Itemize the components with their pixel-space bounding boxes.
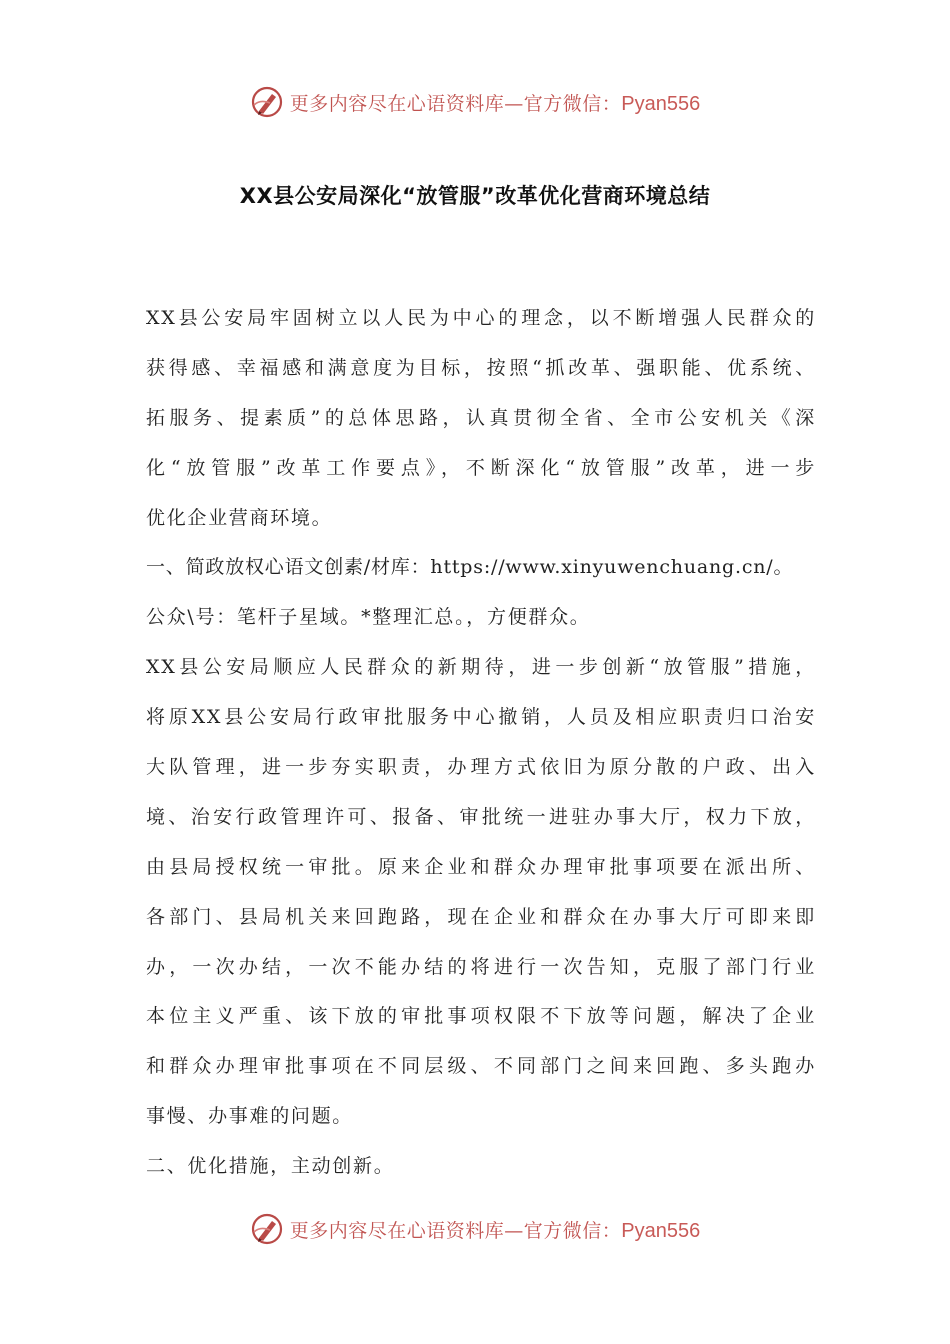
body-line: 各部门、县局机关来回跑路，现在企业和群众在办事大厅可即来即	[146, 905, 816, 928]
body-line: 由县局授权统一审批。原来企业和群众办理审批事项要在派出所、	[146, 855, 816, 878]
body-line: XX县公安局顺应人民群众的新期待，进一步创新“放管服”措施，	[146, 656, 816, 679]
footer-banner-text: 更多内容尽在心语资料库—官方微信：Pyan556	[289, 1219, 701, 1242]
body-line: 本位主义严重、该下放的审批事项权限不下放等问题，解决了企业	[146, 1005, 816, 1028]
body-line: 事慢、办事难的问题。	[146, 1105, 354, 1128]
pen-circle-logo-icon	[250, 85, 284, 119]
body-line: 境、治安行政管理许可、报备、审批统一进驻办事大厅，权力下放，	[146, 805, 816, 828]
header-wechat-id: Pyan556	[621, 92, 701, 115]
body-line: 二、优化措施，主动创新。	[146, 1155, 395, 1178]
footer-banner	[0, 1209, 950, 1249]
document-title: XX县公安局深化“放管服”改革优化营商环境总结	[239, 184, 711, 208]
body-line: 优化企业营商环境。	[146, 506, 333, 529]
pen-circle-logo-icon	[250, 1212, 284, 1246]
header-banner	[0, 82, 950, 122]
body-line: 获得感、幸福感和满意度为目标，按照“抓改革、强职能、优系统、	[146, 356, 816, 379]
body-line: 办，一次办结，一次不能办结的将进行一次告知，克服了部门行业	[146, 955, 816, 978]
body-line: 将原XX县公安局行政审批服务中心撤销，人员及相应职责归口治安	[146, 706, 816, 729]
body-line: 拓服务、提素质”的总体思路，认真贯彻全省、全市公安机关《深	[146, 406, 816, 429]
body-line: XX县公安局牢固树立以人民为中心的理念，以不断增强人民群众的	[146, 307, 816, 329]
body-line: 化“放管服”改革工作要点》，不断深化“放管服”改革，进一步	[146, 456, 816, 479]
body-line: 公众\号：笔杆子星域。*整理汇总。，方便群众。	[146, 606, 591, 629]
body-line: 大队管理，进一步夯实职责，办理方式依旧为原分散的户政、出入	[146, 756, 816, 779]
header-banner-text: 更多内容尽在心语资料库—官方微信：Pyan556	[289, 92, 701, 115]
body-line: 一、简政放权心语文创素/材库：https://www.xinyuwenchuang.cn/。	[146, 556, 794, 579]
document-body	[146, 300, 816, 1198]
footer-wechat-id: Pyan556	[621, 1219, 701, 1242]
body-line: 和群众办理审批事项在不同层级、不同部门之间来回跑、多头跑办	[146, 1055, 816, 1078]
